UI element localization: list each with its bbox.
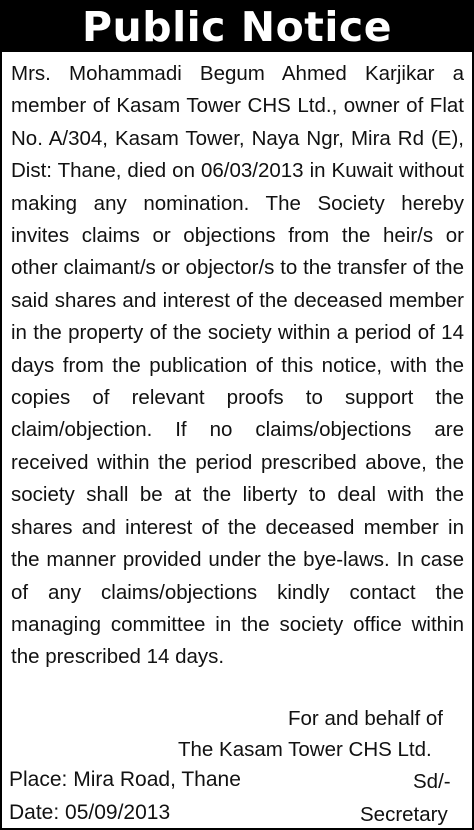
signature-behalf: For and behalf of [288,707,443,730]
signature-society: The Kasam Tower CHS Ltd. [178,738,432,761]
notice-title: Public Notice [2,2,472,52]
notice-date: Date: 05/09/2013 [9,801,171,824]
notice-body: Mrs. Mohammadi Begum Ahmed Karjikar a member of Kasam Tower CHS Ltd., owner of Flat No. A/304, Kasam Tower, Naya Ngr, Mira Rd (E), Dist: Thane, died on 06/03/2013 in Kuwait without making any nomination. The Society hereby invites claims or objections from the heir/s or other claimant/s or objector/s to the transfer of the said shares and interest of the deceased member in the property of the society within a period of 14 days from the publication of this notice, with the copies of relevant proofs to support the claim/objection. If no claims/objections are received within the period prescribed above, the society shall be at the liberty to deal with the shares and interest of the deceased member in the manner provided under the bye-laws. In case of any claims/objections kindly contact the managing committee in the society office within the prescribed 14 days. [11,62,464,669]
signature-designation: Secretary [360,803,448,826]
notice-place: Place: Mira Road, Thane [9,768,241,791]
signature-sd: Sd/- [413,770,451,793]
